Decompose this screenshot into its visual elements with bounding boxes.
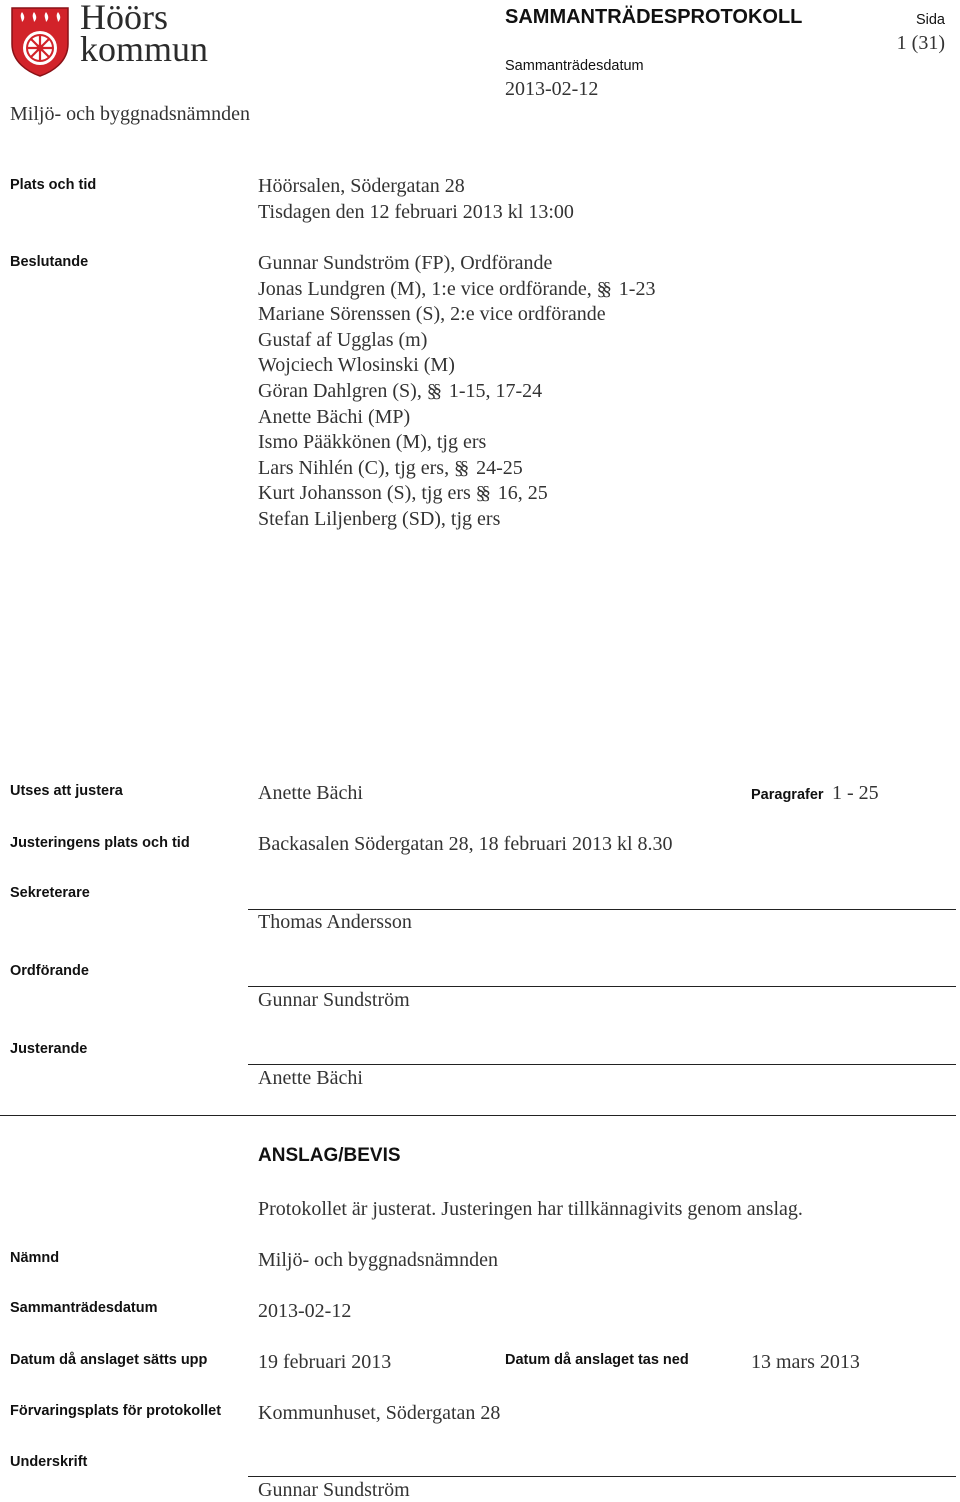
notice-date: 2013-02-12 [258,1300,352,1322]
board-name: Miljö- och byggnadsnämnden [258,1249,498,1271]
meeting-date-label: Sammanträdesdatum [505,58,644,74]
logo-wordmark-hoors: Höörs [80,0,168,37]
paragraph-symbol: §§ [475,483,487,505]
deciding-member: Jonas Lundgren (M), 1:e vice ordförande, §§ 1-23 [258,277,656,300]
removed-date: 13 mars 2013 [751,1351,860,1373]
adjuster-label: Justerande [10,1041,88,1057]
removed-date-label: Datum då anslaget tas ned [505,1352,689,1368]
notice-heading: ANSLAG/BEVIS [258,1145,401,1166]
notice-signer: Gunnar Sundström [258,1479,410,1501]
paragraph-symbol: §§ [426,380,438,402]
deciding-label: Beslutande [10,254,89,270]
adjuster-signature-line [248,1064,956,1065]
notice-statement: Protokollet är justerat. Justeringen har tillkännagivits genom anslag. [258,1198,803,1220]
deciding-member: Gunnar Sundström (FP), Ordförande [258,252,553,274]
deciding-member: Stefan Liljenberg (SD), tjg ers [258,507,501,530]
member-paragraphs: 1-23 [618,277,656,300]
deciding-members-list [258,252,655,534]
appointed-adjuster-label: Utses att justera [10,783,123,799]
page-number: 1 (31) [896,32,945,54]
storage-label: Förvaringsplats för protokollet [10,1403,222,1419]
deciding-member: Ismo Pääkkönen (M), tjg ers [258,431,487,454]
paragraph-symbol: §§ [596,278,608,300]
municipality-logo [8,4,72,78]
place-time-line: Höörsalen, Södergatan 28 [258,175,465,197]
notice-date-label: Sammanträdesdatum [10,1300,158,1316]
paragraphs-range: 1 - 25 [832,782,879,804]
organization-name: Miljö- och byggnadsnämnden [10,103,250,125]
deciding-member: Wojciech Wlosinski (M) [258,354,455,377]
place-time-label: Plats och tid [10,177,97,193]
deciding-member: Gustaf af Ugglas (m) [258,328,428,351]
deciding-member: Göran Dahlgren (S), §§ 1-15, 17-24 [258,379,543,402]
member-paragraphs: 1-15, 17-24 [448,379,543,402]
board-label: Nämnd [10,1250,60,1266]
adjustment-place-time: Backasalen Södergatan 28, 18 februari 2013 kl 8.30 [258,833,673,855]
member-paragraphs: 16, 25 [497,482,548,505]
secretary-signature-line [248,909,956,910]
deciding-member: Lars Nihlén (C), tjg ers, §§ 24-25 [258,456,523,479]
deciding-member: Mariane Sörenssen (S), 2:e vice ordförande [258,303,606,326]
posted-date-label: Datum då anslaget sätts upp [10,1352,208,1368]
section-divider [0,1115,956,1116]
appointed-adjuster: Anette Bächi [258,782,363,804]
adjustment-place-time-label: Justeringens plats och tid [10,835,190,851]
storage-place: Kommunhuset, Södergatan 28 [258,1402,501,1424]
adjuster-name: Anette Bächi [258,1067,363,1089]
chair-label: Ordförande [10,963,89,979]
paragraph-symbol: §§ [454,457,466,479]
chair-name: Gunnar Sundström [258,989,410,1011]
chair-signature-line [248,986,956,987]
notice-signature-line [248,1476,956,1477]
deciding-member: Anette Bächi (MP) [258,405,411,428]
meeting-date: 2013-02-12 [505,78,599,100]
secretary-name: Thomas Andersson [258,911,412,933]
page-label: Sida [915,12,945,28]
deciding-member: Kurt Johansson (S), tjg ers §§ 16, 25 [258,482,548,505]
posted-date: 19 februari 2013 [258,1351,392,1373]
signature-label: Underskrift [10,1454,88,1470]
paragraphs-label: Paragrafer [751,787,824,803]
member-paragraphs: 24-25 [476,456,523,479]
place-time-line: Tisdagen den 12 februari 2013 kl 13:00 [258,201,574,223]
document-title: SAMMANTRÄDESPROTOKOLL [505,6,803,28]
logo-wordmark-kommun: kommun [80,29,209,69]
secretary-label: Sekreterare [10,885,90,901]
